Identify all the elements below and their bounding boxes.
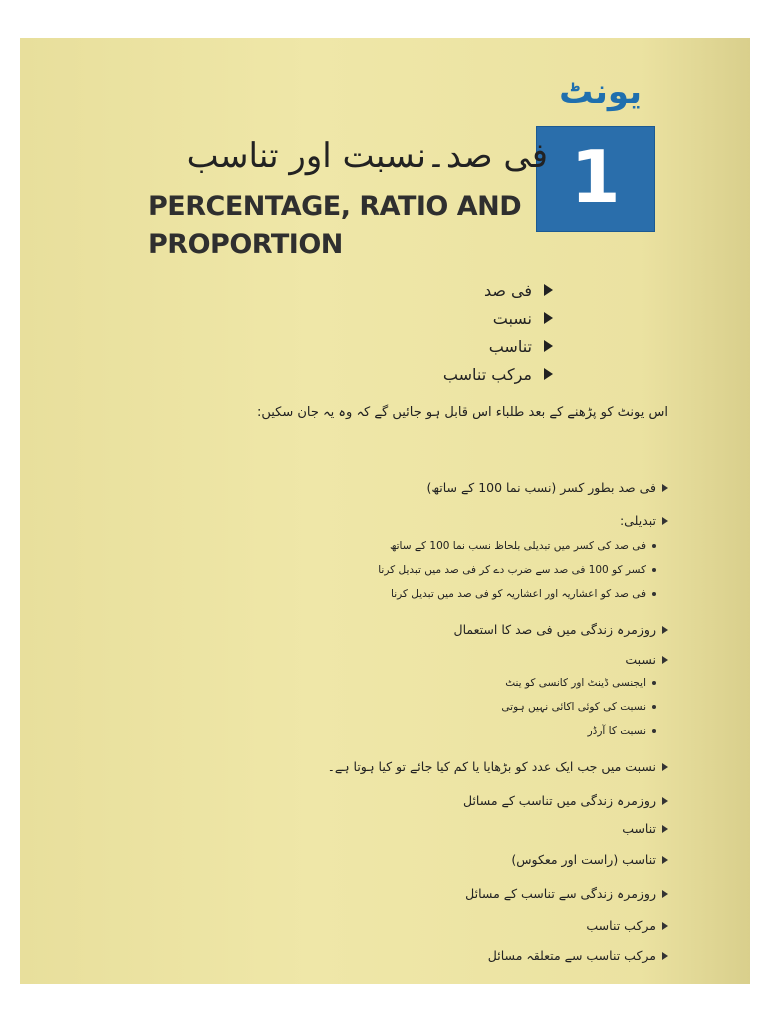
toc-item: فی صد: [443, 276, 553, 304]
arrow-icon: [662, 952, 668, 960]
arrow-icon: [544, 368, 553, 380]
objective-item: نسبت میں جب ایک عدد کو بڑھایا یا کم کیا جائے تو کیا ہوتا ہے۔: [328, 759, 668, 774]
arrow-icon: [544, 340, 553, 352]
sub-item: نسبت کا آرڈر: [588, 725, 656, 737]
objective-item: تبدیلی:: [620, 513, 668, 528]
arrow-icon: [662, 517, 668, 525]
title-english-line2: PROPORTION: [148, 229, 343, 260]
sub-item: کسر کو 100 فی صد سے ضرب دے کر فی صد میں تبدیل کرنا: [378, 564, 656, 576]
objective-item: روزمرہ زندگی سے تناسب کے مسائل: [465, 886, 668, 901]
sub-item: ایجنسی ڈینٹ اور کانسی کو ینٹ: [505, 677, 656, 689]
unit-number-box: [536, 126, 655, 232]
objective-item: روزمرہ زندگی میں تناسب کے مسائل: [463, 793, 668, 808]
arrow-icon: [662, 626, 668, 634]
arrow-icon: [662, 890, 668, 898]
objective-item: مرکب تناسب: [586, 918, 668, 933]
arrow-icon: [544, 312, 553, 324]
unit-label: یونٹ: [559, 72, 642, 112]
sub-item: فی صد کو اعشاریہ اور اعشاریہ کو فی صد میں تبدیل کرنا: [391, 588, 656, 600]
toc-item: تناسب: [443, 332, 553, 360]
title-english-line1: PERCENTAGE, RATIO AND: [148, 191, 522, 222]
objective-item: تناسب: [622, 821, 668, 836]
arrow-icon: [662, 922, 668, 930]
bullet-icon: [652, 592, 656, 596]
arrow-icon: [544, 284, 553, 296]
arrow-icon: [662, 797, 668, 805]
unit-number: 1: [570, 135, 621, 219]
toc-item: مرکب تناسب: [443, 360, 553, 388]
contents-list: [443, 276, 553, 388]
arrow-icon: [662, 484, 668, 492]
bullet-icon: [652, 729, 656, 733]
sub-item: فی صد کی کسر میں تبدیلی بلحاظ نسب نما 100 کے ساتھ: [390, 540, 656, 552]
bullet-icon: [652, 705, 656, 709]
toc-item: نسبت: [443, 304, 553, 332]
bullet-icon: [652, 681, 656, 685]
bullet-icon: [652, 568, 656, 572]
bullet-icon: [652, 544, 656, 548]
objective-item: مرکب تناسب سے متعلقہ مسائل: [488, 948, 668, 963]
arrow-icon: [662, 763, 668, 771]
title-urdu: فی صد۔نسبت اور تناسب: [186, 136, 548, 176]
objective-item: روزمرہ زندگی میں فی صد کا استعمال: [454, 622, 669, 637]
intro-text: اس یونٹ کو پڑھنے کے بعد طلباء اس قابل ہو جائیں گے کہ وہ یہ جان سکیں:: [256, 405, 668, 420]
arrow-icon: [662, 656, 668, 664]
objective-item: فی صد بطور کسر (نسب نما 100 کے ساتھ): [426, 480, 668, 495]
arrow-icon: [662, 856, 668, 864]
sub-item: نسبت کی کوئی اکائی نہیں ہوتی: [501, 701, 656, 713]
title-english: [148, 188, 528, 264]
objective-item: تناسب (راست اور معکوس): [511, 852, 668, 867]
objective-item: نسبت: [625, 652, 668, 667]
arrow-icon: [662, 825, 668, 833]
